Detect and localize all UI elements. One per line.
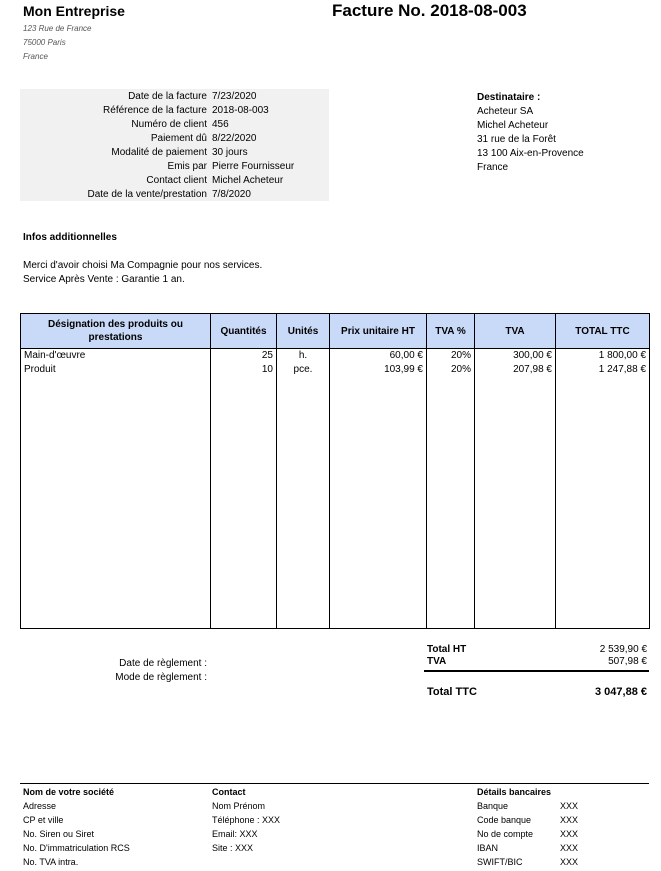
company-name: Mon Entreprise [23,3,125,19]
col-header-quantity: Quantités [211,314,277,349]
footer-contact-line: Email: XXX [212,829,258,839]
info-line: Service Après Vente : Garantie 1 an. [23,274,185,285]
meta-row [20,90,329,104]
col-header-vat-pct: TVA % [427,314,475,349]
cell-unit-price: 60,00 € [330,349,427,364]
meta-row [20,118,329,132]
recipient-line: Michel Acheteur [477,120,549,131]
footer-company-line: Adresse [23,801,57,811]
meta-row [20,174,329,188]
footer-bank-title: Détails bancaires [477,787,552,797]
cell-vat: 300,00 € [475,349,556,364]
total-ttc-label: Total TTC [427,686,477,698]
recipient-line: 31 rue de la Forêt [477,134,556,145]
meta-label: Référence de la facture [103,105,207,116]
total-ttc-value: 3 047,88 € [595,686,647,698]
footer-contact-line: Site : XXX [212,843,254,853]
footer-contact-line: Téléphone : XXX [212,815,281,825]
recipient-line: 13 100 Aix-en-Provence [477,148,584,159]
table-header-row [21,314,650,349]
footer-company-line: No. Siren ou Siret [23,829,95,839]
totals-divider [424,670,649,672]
meta-label: Date de la vente/prestation [87,189,207,200]
invoice-meta-box [20,89,329,201]
footer-company-title: Nom de votre société [23,787,115,797]
col-header-designation: Désignation des produits ou prestations [21,314,211,349]
cell-vat-pct: 20% [427,363,475,377]
cell-unit-price: 103,99 € [330,363,427,377]
cell-vat-pct: 20% [427,349,475,364]
recipient-line: Acheteur SA [477,106,534,117]
cell-designation: Produit [21,363,211,377]
meta-value: 8/22/2020 [212,133,257,144]
cell-vat: 207,98 € [475,363,556,377]
meta-value: 7/23/2020 [212,91,257,102]
total-tva-label: TVA [427,656,447,667]
table-row [21,363,650,377]
meta-label: Numéro de client [131,119,207,130]
info-title: Infos additionnelles [23,232,117,243]
meta-label: Modalité de paiement [111,147,207,158]
meta-row [20,146,329,160]
bank-value: XXX [560,857,579,867]
meta-value: Pierre Fournisseur [212,161,295,172]
recipient-line: France [477,162,509,173]
company-address-line: France [23,52,48,61]
company-address-line: 75000 Paris [23,38,66,47]
cell-unit: h. [277,349,330,364]
company-address-line: 123 Rue de France [23,24,92,33]
bank-value: XXX [560,801,579,811]
cell-total: 1 247,88 € [556,363,650,377]
cell-quantity: 10 [211,363,277,377]
footer-contact-title: Contact [212,787,246,797]
bank-label: Code banque [477,815,532,825]
col-header-unit: Unités [277,314,330,349]
payment-mode-label: Mode de règlement : [115,672,207,683]
invoice-title: Facture No. 2018-08-003 [332,1,527,20]
total-ht-value: 2 539,90 € [599,644,647,655]
col-header-unit-price: Prix unitaire HT [330,314,427,349]
cell-unit: pce. [277,363,330,377]
footer-divider [20,783,649,784]
table-empty-space [21,377,650,629]
items-table [20,313,650,629]
bank-value: XXX [560,815,579,825]
bank-label: IBAN [477,843,499,853]
meta-label: Emis par [167,161,207,172]
meta-label: Contact client [146,175,207,186]
total-tva-value: 507,98 € [608,656,647,667]
bank-value: XXX [560,829,579,839]
meta-value: 2018-08-003 [212,105,269,116]
total-ht-label: Total HT [427,644,467,655]
footer-company-line: CP et ville [23,815,64,825]
bank-label: SWIFT/BIC [477,857,523,867]
meta-row [20,132,329,146]
bank-value: XXX [560,843,579,853]
info-line: Merci d'avoir choisi Ma Compagnie pour nos services. [23,260,263,271]
col-header-total: TOTAL TTC [556,314,650,349]
cell-quantity: 25 [211,349,277,364]
recipient-title: Destinataire : [477,92,541,103]
meta-label: Date de la facture [128,91,207,102]
meta-row [20,104,329,118]
bank-label: No de compte [477,829,534,839]
footer-contact-line: Nom Prénom [212,801,266,811]
meta-value: 456 [212,119,229,130]
payment-date-label: Date de règlement : [119,658,207,669]
footer-company-line: No. TVA intra. [23,857,79,867]
table-row [21,349,650,364]
meta-row [20,160,329,174]
meta-value: Michel Acheteur [212,175,284,186]
col-header-vat: TVA [475,314,556,349]
cell-total: 1 800,00 € [556,349,650,364]
meta-row [20,188,329,202]
meta-label: Paiement dû [150,133,207,144]
footer-company-line: No. D'immatriculation RCS [23,843,130,853]
meta-value: 7/8/2020 [212,189,251,200]
cell-designation: Main-d'œuvre [21,349,211,364]
meta-value: 30 jours [212,147,248,158]
bank-label: Banque [477,801,509,811]
